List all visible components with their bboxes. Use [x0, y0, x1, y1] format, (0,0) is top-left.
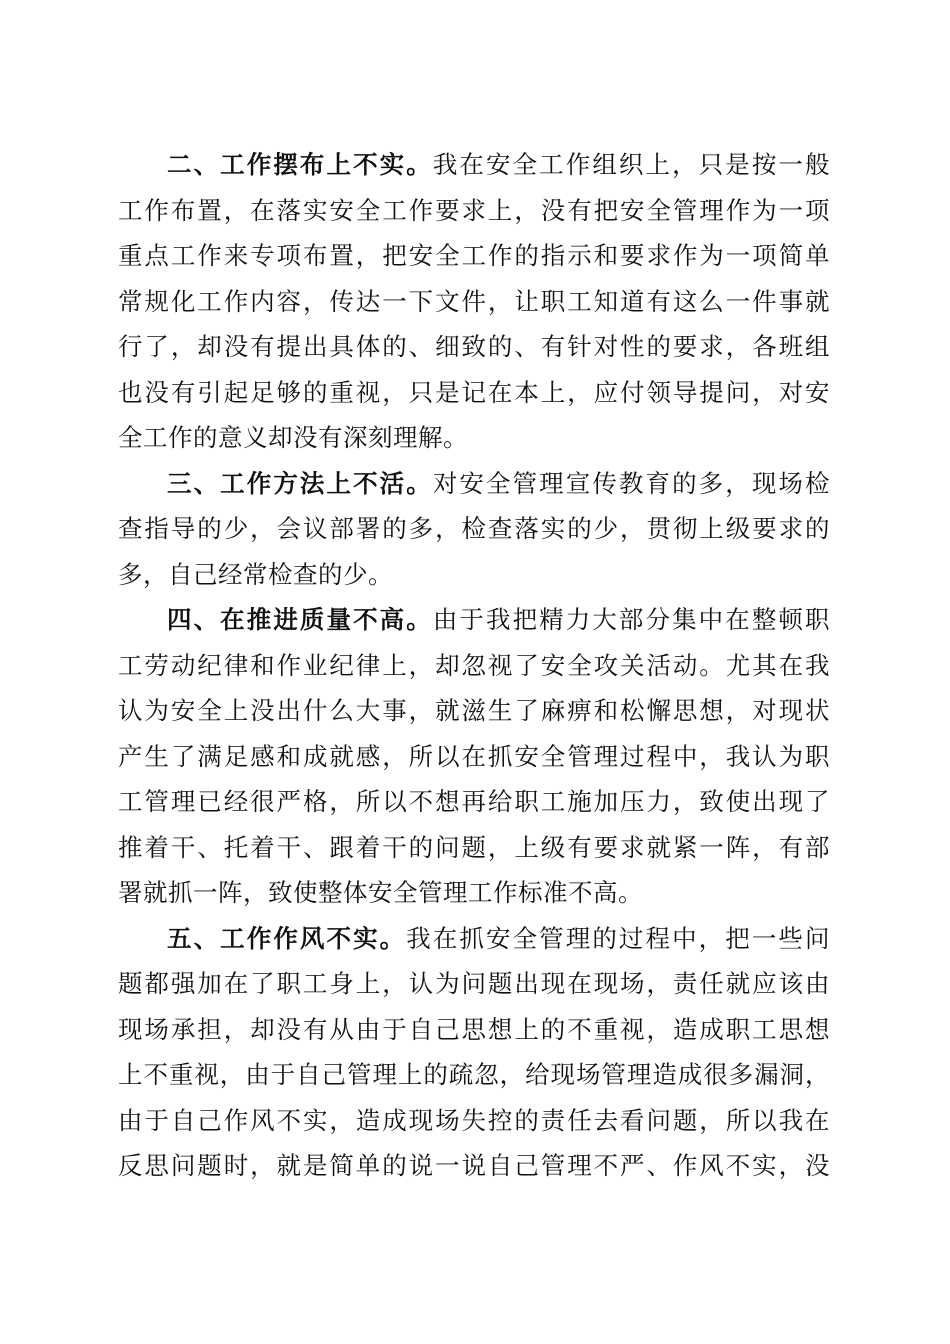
document-body: [118, 142, 830, 1189]
paragraph-4-line-2: 工劳动纪律和作业纪律上，却忽视了安全攻关活动。尤其在我: [118, 650, 830, 680]
paragraph-2-line-5: 行了，却没有提出具体的、细致的、有针对性的要求，各班组: [118, 332, 830, 361]
paragraph-4-heading: 四、在推进质量不高。: [167, 605, 433, 634]
paragraph-5-line-2: 题都强加在了职工身上，认为问题出现在现场，责任就应该由: [118, 969, 830, 998]
paragraph-4-text: 由于我把精力大部分集中在整顿职: [432, 605, 831, 634]
paragraph-3-text: 对安全管理宣传教育的多，现场检: [432, 468, 831, 498]
paragraph-2-line-3: 重点工作来专项布置，把安全工作的指示和要求作为一项简单: [118, 241, 830, 270]
paragraph-3-heading: 三、工作方法上不活。: [167, 468, 433, 498]
paragraph-4-line-1: [118, 597, 830, 643]
paragraph-5-line-3: 现场承担，却没有从由于自己思想上的不重视，造成职工思想: [118, 1014, 830, 1044]
paragraph-2-line-2: 工作布置，在落实安全工作要求上，没有把安全管理作为一项: [118, 195, 830, 225]
paragraph-4-line-5: 工管理已经很严格，所以不想再给职工施加压力，致使出现了: [118, 787, 830, 816]
paragraph-5-line-5: 由于自己作风不实，造成现场失控的责任去看问题，所以我在: [118, 1105, 830, 1135]
paragraph-2-text: 我在安全工作组织上，只是按一般: [432, 150, 831, 179]
paragraph-2-line-1: [118, 142, 830, 188]
paragraph-5-line-1: [118, 916, 830, 962]
paragraph-5-heading: 五、工作作风不实。: [167, 923, 407, 953]
paragraph-2-line-7: 全工作的意义却没有深刻理解。: [118, 423, 468, 452]
paragraph-3-line-2: 查指导的少，会议部署的多，检查落实的少，贯彻上级要求的: [118, 514, 830, 543]
paragraph-5-line-4: 上不重视，由于自己管理上的疏忽，给现场管理造成很多漏洞，: [118, 1060, 830, 1089]
paragraph-2-line-6: 也没有引起足够的重视，只是记在本上，应付领导提问，对安: [118, 377, 830, 407]
paragraph-4-line-6: 推着干、托着干、跟着干的问题，上级有要求就紧一阵，有部: [118, 832, 830, 862]
paragraph-5-text: 我在抓安全管理的过程中，把一些问: [406, 923, 830, 953]
paragraph-3-line-1: [118, 461, 830, 507]
paragraph-4-line-3: 认为安全上没出什么大事，就滋生了麻痹和松懈思想，对现状: [118, 696, 830, 725]
paragraph-3-line-3: 多，自己经常检查的少。: [118, 559, 393, 589]
paragraph-2-line-4: 常规化工作内容，传达一下文件，让职工知道有这么一件事就: [118, 286, 830, 316]
paragraph-5-line-6: 反思问题时，就是简单的说一说自己管理不严、作风不实，没: [118, 1151, 830, 1180]
paragraph-4-line-7: 署就抓一阵，致使整体安全管理工作标准不高。: [118, 878, 643, 907]
paragraph-2-heading: 二、工作摆布上不实。: [167, 150, 433, 179]
paragraph-4-line-4: 产生了满足感和成就感，所以在抓安全管理过程中，我认为职: [118, 741, 830, 771]
